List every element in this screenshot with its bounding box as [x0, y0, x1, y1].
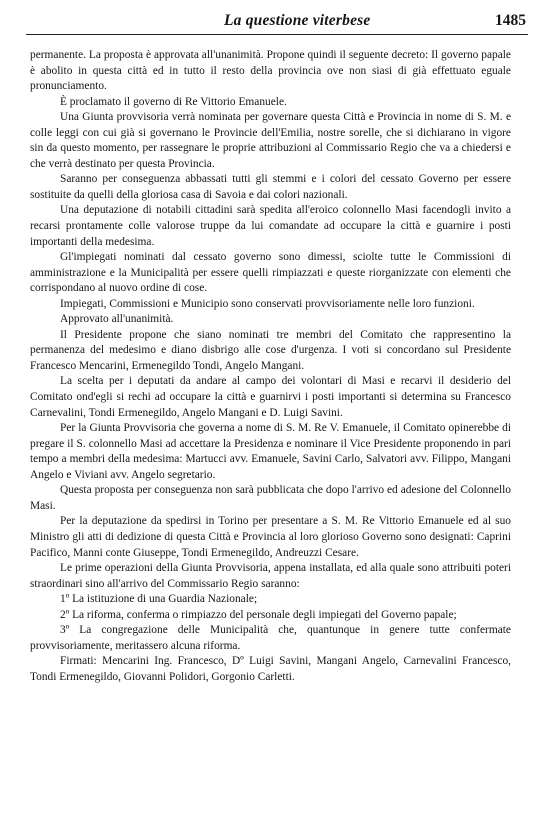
paragraph: La scelta per i deputati da andare al campo dei volontari di Masi e recarvi il desiderio del Comitato ond'egli si rechi ad occupare la città e guarnirvi i posti importanti si determina su Francesco Carnevalini, Tondi Ermenegildo, Angelo Mangani e D. Luigi Savini. [30, 375, 511, 419]
paragraph: Per la deputazione da spedirsi in Torino per presentare a S. M. Re Vittorio Emanuele ed al suo Ministro gli atti di dedizione di questa Città e Provincia al loro glorioso Governo sono designati: Caprini Pacifico, Manni conte Giuseppe, Tondi Ermenegildo, Andreuzzi Cesare. [30, 515, 511, 559]
paragraph: Saranno per conseguenza abbassati tutti gli stemmi e i colori del cessato Governo per essere sostituite da quelli della gloriosa casa di Savoia e dai colori nazionali. [30, 173, 511, 201]
paragraph: Le prime operazioni della Giunta Provvisoria, appena installata, ed alla quale sono attribuiti poteri straordinari sino all'arrivo del Commissario Regio saranno: [30, 562, 511, 590]
page-number: 1485 [495, 12, 526, 29]
paragraph: Questa proposta per conseguenza non sarà pubblicata che dopo l'arrivo ed adesione del Colonnello Masi. [30, 484, 511, 512]
list-item: 2º La riforma, conferma o rimpiazzo del personale degli impiegati del Governo papale; [60, 608, 457, 621]
list-item: 1º La istituzione di una Guardia Nazionale; [60, 593, 258, 606]
body-text [30, 48, 511, 685]
signatories: Firmati: Mencarini Ing. Francesco, Dº Luigi Savini, Mangani Angelo, Carnevalini Francesco, Tondi Ermenegildo, Giovanni Polidori, Gorgonio Carletti. [30, 655, 511, 683]
running-title: La questione viterbese [224, 12, 371, 29]
paragraph: Una Giunta provvisoria verrà nominata per governare questa Città e Provincia in nome di S. M. e colle leggi con cui già si governano le Provincie dell'Emilia, nostre sorelle, che si dichiarano in vigore sin da questo momento, per rassegnare le proprie attribuzioni al Commissario Regio che va a chiedersi e che verrà destinato per questa Provincia. [30, 111, 511, 170]
paragraph: Il Presidente propone che siano nominati tre membri del Comitato che rappresentino la permanenza del medesimo e diano disbrigo alle cose d'urgenza. I voti si concordano sul Presidente Francesco Mencarini, Ermenegildo Tondi, Angelo Mangani. [30, 328, 511, 372]
paragraph: permanente. La proposta è approvata all'unanimità. Propone quindi il seguente decreto: Il governo papale è abolito in questa città ed in tutto il resto della provincia ove non siasi di già effettuato eguale pronunciamento. [30, 49, 511, 93]
paragraph: Approvato all'unanimità. [60, 313, 174, 326]
paragraph: Impiegati, Commissioni e Municipio sono conservati provvisoriamente nelle loro funzioni. [60, 297, 475, 310]
paragraph: Gl'impiegati nominati dal cessato governo sono dimessi, sciolte tutte le Commissioni di amministrazione e la Municipalità per essere quelli rimpiazzati e queste riorganizzate con elementi che corrispondano al nuovo ordine di cose. [30, 251, 511, 295]
paragraph: È proclamato il governo di Re Vittorio Emanuele. [60, 95, 287, 108]
page-header [26, 8, 528, 35]
list-item: 3º La congregazione delle Municipalità che, quantunque in genere tutte confermate provvisoriamente, meritassero alcuna riforma. [30, 624, 511, 652]
paragraph: Una deputazione di notabili cittadini sarà spedita all'eroico colonnello Masi facendogli invito a recarsi prontamente colle valorose truppe da lui comandate ad occupare la città e guarnire i posti importanti della medesima. [30, 204, 511, 248]
paragraph: Per la Giunta Provvisoria che governa a nome di S. M. Re V. Emanuele, il Comitato opinerebbe di pregare il S. colonnello Masi ad accettare la Presidenza e nominare il Vice Presidente proponendo in pari tempo a membri della medesima: Martucci avv. Emanuele, Savini Carlo, Salvatori avv. Filippo, Mangani Angelo e Viviani avv. Angelo segretario. [30, 422, 511, 481]
